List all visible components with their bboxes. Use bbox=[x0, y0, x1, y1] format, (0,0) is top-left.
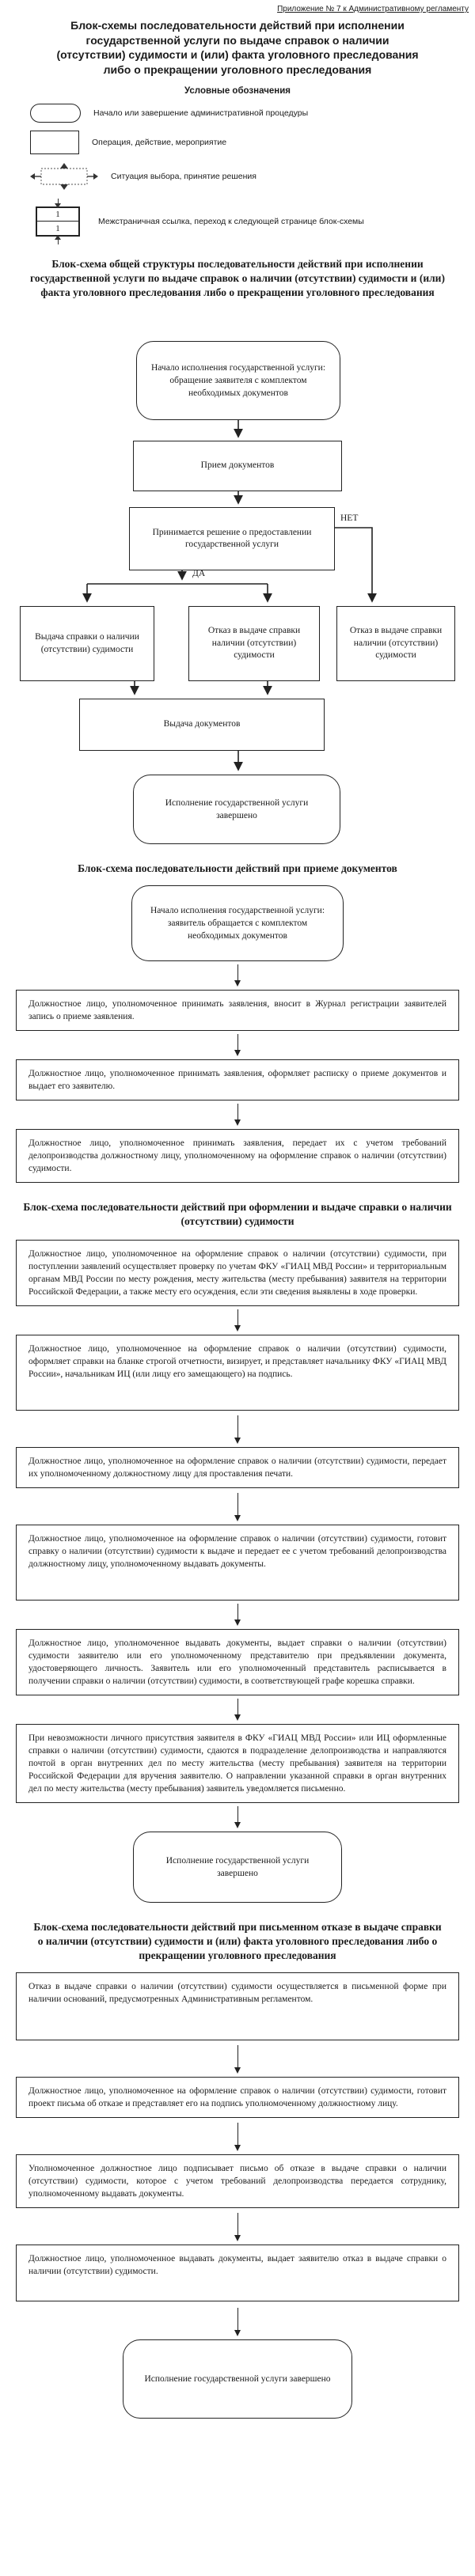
step-text: Должностное лицо, уполномоченное выдавать документы, выдает справки о наличии (отсутствии) судимости заявителю или его уполномоченному представителю при предъявлении документа, удостоверяющего личность. Заявитель или его уполномоченный представитель расписывается в получении справки о наличии (отсутствии) судимости, в соответствующей графе корешка справки. bbox=[28, 1638, 446, 1686]
no-branch-label: НЕТ bbox=[340, 513, 359, 523]
step-text: Должностное лицо, уполномоченное принимать заявления, оформляет расписку о приеме документов и выдает его заявителю. bbox=[28, 1069, 446, 1091]
legend-title: Условные обозначения bbox=[184, 86, 291, 96]
flow3-step-2 bbox=[16, 1335, 459, 1411]
flow4-step-1 bbox=[16, 1972, 459, 2040]
legend-item-label: Начало или завершение административной процедуры bbox=[93, 108, 309, 118]
arrow-up-icon bbox=[58, 237, 59, 244]
flow1-title: Блок-схема общей структуры последовательности действий при исполнении государственной услуги по выдаче справок о наличии (отсутствии) судимости и (или) факта уголовного преследования либо о прекращении уголовного преследования bbox=[30, 258, 445, 298]
flow3-step-6 bbox=[16, 1724, 459, 1803]
flow1-decision-node: Принимается решение о предоставлении государственной услуги bbox=[129, 507, 335, 570]
flow4-title: Блок-схема последовательности действий при письменном отказе в выдаче справки о наличии (отсутствии) судимости и (или) факта уголовного преследования либо о прекращении уголовного преследования bbox=[33, 1921, 442, 1961]
flow1-refuse-no-node: Отказ в выдаче справки наличии (отсутствии) судимости bbox=[336, 606, 455, 681]
flow2-step-2 bbox=[16, 1059, 459, 1100]
yes-branch-label: ДА bbox=[192, 569, 206, 578]
flow4-end-node: Исполнение государственной услуги завершено bbox=[123, 2339, 352, 2419]
flow4-diagram bbox=[0, 1972, 475, 2419]
step-text: Должностное лицо, уполномоченное на оформление справок о наличии (отсутствии) судимости, готовит проект письма об отказе и представляет его на подпись уполномоченному должностному лицу. bbox=[28, 2086, 446, 2108]
page-number: 1 bbox=[37, 208, 78, 222]
step-text: Должностное лицо, уполномоченное принимать заявления, передает их с учетом требований делопроизводства должностному лицу, уполномоченному на оформление справок о наличии (отсутствии) судимости. bbox=[28, 1138, 446, 1173]
flow3-step-3 bbox=[16, 1447, 459, 1488]
step-text: Должностное лицо, уполномоченное принимать заявления, вносит в Журнал регистрации заявителей запись о приеме заявления. bbox=[28, 999, 446, 1021]
page-title: Блок-схемы последовательности действий при исполнении государственной услуги по выдаче справок о наличии (отсутствии) судимости и (или) факта уголовного преследования либо о прекращении уголовного преследования bbox=[56, 19, 419, 76]
flow3-step-5 bbox=[16, 1629, 459, 1695]
step-text: Должностное лицо, уполномоченное на оформление справок о наличии (отсутствии) судимости, оформляет справки на бланке строгой отчетности, визирует, и представляет начальнику ФКУ «ГИАЦ МВД России», начальникам ИЦ (или лицу его замещающего) на подпись. bbox=[28, 1344, 446, 1379]
flow2-step-3 bbox=[16, 1129, 459, 1183]
legend-item-label: Ситуация выбора, принятие решения bbox=[111, 172, 256, 181]
flow3-title: Блок-схема последовательности действий при оформлении и выдаче справки о наличии (отсутствии) судимости bbox=[23, 1201, 452, 1227]
rect-shape-icon bbox=[30, 131, 79, 154]
legend-item-operation bbox=[30, 131, 475, 154]
step-text: Должностное лицо, уполномоченное на оформление справок о наличии (отсутствии) судимости, при поступлении заявлений осуществляет проверку по учетам ФКУ «ГИАЦ МВД России» и территориальным органам МВД России по месту рождения, месту жительства (месту пребывания) заявителя на территории Российской Федерации, а также месту его осуждения, если эти сведения выявлены в ходе проверки. bbox=[28, 1249, 446, 1297]
legend-item-label: Межстраничная ссылка, переход к следующей странице блок-схемы bbox=[98, 217, 364, 226]
flow1-refuse-node: Отказ в выдаче справки наличии (отсутствии) судимости bbox=[188, 606, 320, 681]
legend-item-interpage bbox=[30, 199, 475, 244]
flow1-receive-node: Прием документов bbox=[133, 441, 342, 491]
arrow-down-icon bbox=[58, 199, 59, 206]
flow4-step-4 bbox=[16, 2245, 459, 2301]
step-text: Должностное лицо, уполномоченное на оформление справок о наличии (отсутствии) судимости, передает их уполномоченному должностному лицу для проставления печати. bbox=[28, 1457, 446, 1479]
appendix-reference: Приложение № 7 к Административному регламенту bbox=[277, 5, 469, 13]
flow1-deliver-node: Выдача документов bbox=[79, 699, 325, 751]
flow2-title: Блок-схема последовательности действий при приеме документов bbox=[78, 862, 397, 874]
legend-item-decision bbox=[30, 162, 475, 191]
step-text: Отказ в выдаче справки о наличии (отсутствии) судимости осуществляется в письменной форме при наличии оснований, предусмотренных Административным регламентом. bbox=[28, 1982, 446, 2004]
flow2-step-1 bbox=[16, 990, 459, 1031]
flow4-step-2 bbox=[16, 2077, 459, 2118]
flow3-diagram bbox=[0, 1240, 475, 1903]
legend bbox=[30, 104, 475, 244]
step-text: Должностное лицо, уполномоченное выдавать документы, выдает заявителю отказ в выдаче справки о наличии (отсутствии) судимости. bbox=[28, 2254, 446, 2276]
page-number: 1 bbox=[55, 223, 60, 233]
flow4-step-3 bbox=[16, 2154, 459, 2208]
legend-item-start-end bbox=[30, 104, 475, 123]
step-text: При невозможности личного присутствия заявителя в ФКУ «ГИАЦ МВД России» или ИЦ оформленные справки о наличии (отсутствии) судимости, сдаются в подразделение делопроизводства и направляются почтой в орган внутренних дел по месту жительства (месту пребывания) заявителя на территории Российской Федерации для вручения заявителю. О направлении указанной справки в орган внутренних дел по месту жительства (месту пребывания) заявитель уведомляется письменно. bbox=[28, 1733, 446, 1794]
interpage-link-icon bbox=[30, 199, 86, 244]
flow2-start-node: Начало исполнения государственной услуги: заявитель обращается с комплектом необходимых документов bbox=[131, 885, 344, 961]
flow3-step-4 bbox=[16, 1525, 459, 1601]
flow3-step-1 bbox=[16, 1240, 459, 1306]
stadium-shape-icon bbox=[30, 104, 81, 123]
flow1-start-node: Начало исполнения государственной услуги: обращение заявителя с комплектом необходимых документов bbox=[136, 341, 340, 420]
step-text: Уполномоченное должностное лицо подписывает письмо об отказе в выдаче справки о наличии (отсутствии) судимости, которое с учетом требований делопроизводства передается сотруднику, уполномоченному выдавать документы. bbox=[28, 2164, 446, 2199]
flow1-issue-node: Выдача справки о наличии (отсутствии) судимости bbox=[20, 606, 154, 681]
decision-shape-icon bbox=[30, 162, 98, 191]
flow2-diagram bbox=[0, 885, 475, 1183]
step-text: Должностное лицо, уполномоченное на оформление справок о наличии (отсутствии) судимости, готовит справку о наличии (отсутствии) судимости к выдаче и передает ее с учетом требований делопроизводства должностному лицу, уполномоченному выдавать документы. bbox=[28, 1534, 446, 1569]
flow1-end-node: Исполнение государственной услуги завершено bbox=[133, 775, 340, 844]
legend-item-label: Операция, действие, мероприятие bbox=[92, 138, 227, 147]
flow3-end-node: Исполнение государственной услуги завершено bbox=[133, 1832, 342, 1903]
flow1-diagram bbox=[0, 341, 475, 847]
